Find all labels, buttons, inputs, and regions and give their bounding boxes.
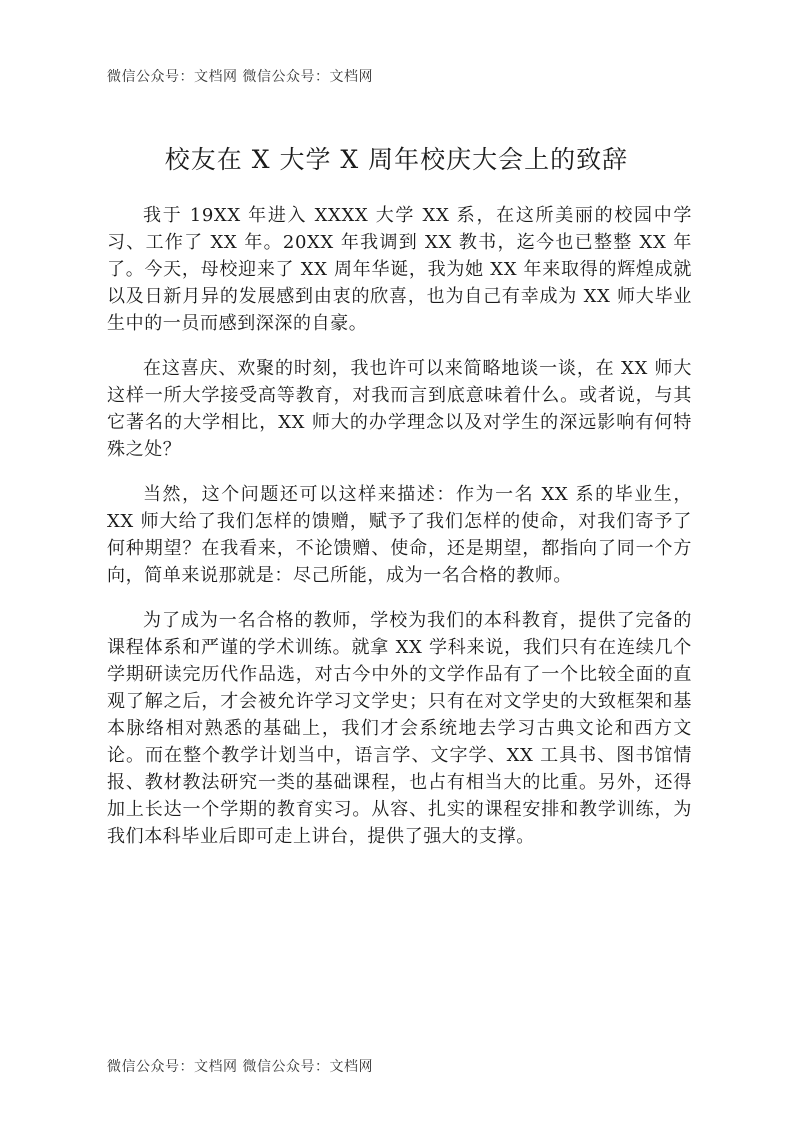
document-body: [107, 202, 692, 868]
body-paragraph: 在这喜庆、欢聚的时刻，我也许可以来简略地谈一谈，在 XX 师大这样一所大学接受高等教育，对我而言到底意味着什么。或者说，与其它著名的大学相比，XX 师大的办学理念以及对学生的深远影响有何特殊之处？: [107, 358, 692, 460]
body-paragraph: 为了成为一名合格的教师，学校为我们的本科教育，提供了完备的课程体系和严谨的学术训练。就拿 XX 学科来说，我们只有在连续几个学期研读完历代作品选，对古今中外的文学作品有了一个比较全面的直观了解之后，才会被允许学习文学史；只有在对文学史的大致框架和基本脉络相对熟悉的基础上，我们才会系统地去学习古典文论和西方文论。而在整个教学计划当中，语言学、文字学、XX 工具书、图书馆情报、教材教法研究一类的基础课程，也占有相当大的比重。另外，还得加上长达一个学期的教育实习。从容、扎实的课程安排和教学训练，为我们本科毕业后即可走上讲台，提供了强大的支撑。: [107, 610, 692, 847]
body-paragraph: 我于 19XX 年进入 XXXX 大学 XX 系，在这所美丽的校园中学习、工作了 XX 年。20XX 年我调到 XX 教书，迄今也已整整 XX 年了。今天，母校迎来了 XX 周年华诞，我为她 XX 年来取得的辉煌成就以及日新月异的发展感到由衷的欣喜，也为自己有幸成为 XX 师大毕业生中的一员而感到深深的自豪。: [107, 205, 692, 334]
body-paragraph: 当然，这个问题还可以这样来描述：作为一名 XX 系的毕业生，XX 师大给了我们怎样的馈赠，赋予了我们怎样的使命，对我们寄予了何种期望？在我看来，不论馈赠、使命，还是期望，都指向了同一个方向，简单来说那就是：尽己所能，成为一名合格的教师。: [107, 484, 692, 586]
page-footer: 微信公众号：文档网 微信公众号：文档网: [107, 1059, 373, 1075]
document-title: 校友在 X 大学 X 周年校庆大会上的致辞: [164, 145, 629, 174]
page-header: 微信公众号：文档网 微信公众号：文档网: [107, 69, 373, 85]
